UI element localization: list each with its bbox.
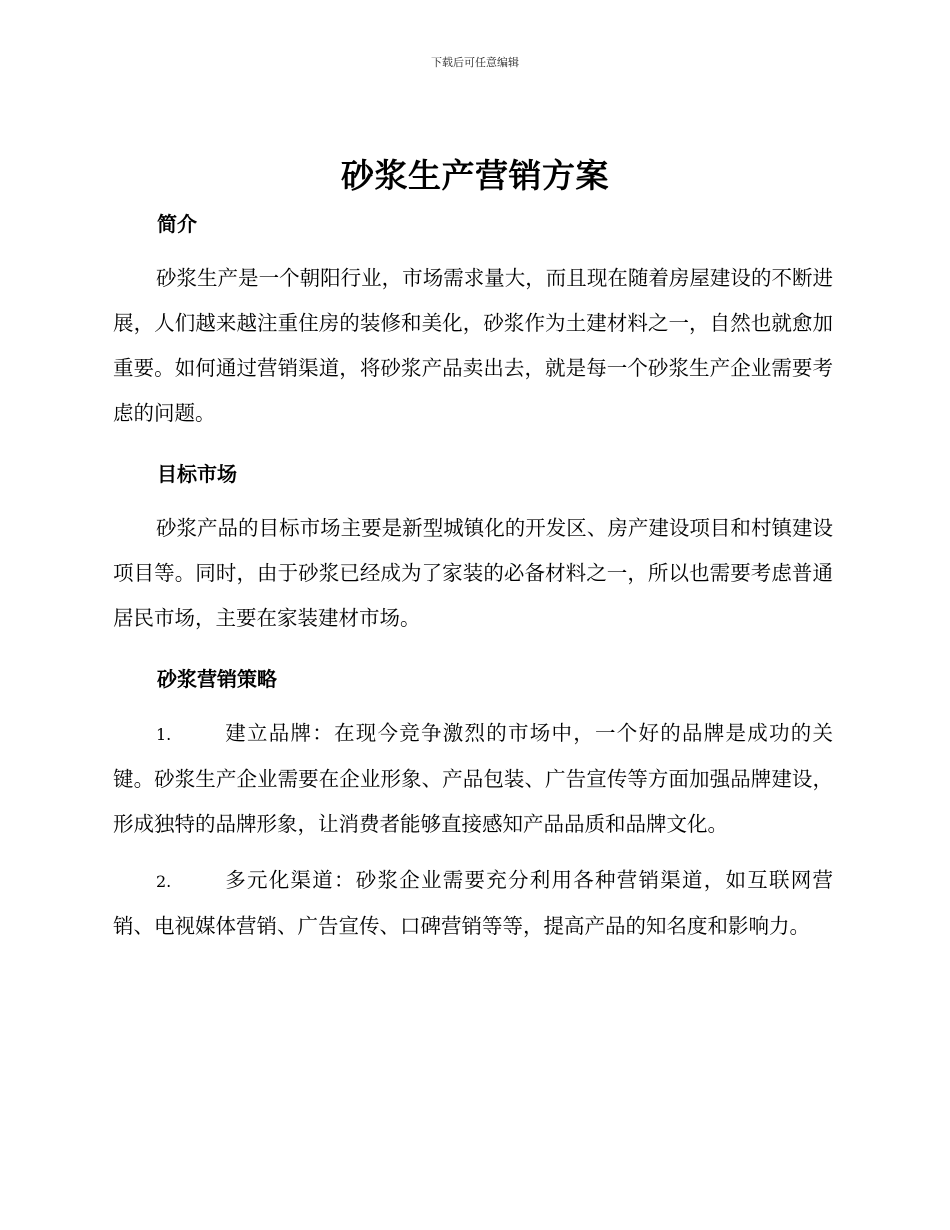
document-title: 砂浆生产营销方案 [341,156,609,195]
list-item [113,711,833,847]
list-item-text: 多元化渠道：砂浆企业需要充分利用各种营销渠道，如互联网营销、电视媒体营销、广告宣传、口碑营销等等，提高产品的知名度和影响力。 [113,868,833,938]
section-heading-intro: 简介 [157,212,197,236]
header-note: 下载后可任意编辑 [431,56,519,69]
paragraph-intro: 砂浆生产是一个朝阳行业，市场需求量大，而且现在随着房屋建设的不断进展，人们越来越注重住房的装修和美化，砂浆作为土建材料之一，自然也就愈加重要。如何通过营销渠道，将砂浆产品卖出去，就是每一个砂浆生产企业需要考虑的问题。 [113,266,833,425]
list-item-number: 2. [156,872,172,891]
list-item-text: 建立品牌：在现今竞争激烈的市场中，一个好的品牌是成功的关键。砂浆生产企业需要在企业形象、产品包装、广告宣传等方面加强品牌建设，形成独特的品牌形象，让消费者能够直接感知产品品质和品牌文化。 [113,721,833,836]
section-heading-strategy: 砂浆营销策略 [157,667,277,691]
list-item-number: 1. [156,725,172,744]
section-heading-target-market: 目标市场 [157,462,237,486]
paragraph-target-market: 砂浆产品的目标市场主要是新型城镇化的开发区、房产建设项目和村镇建设项目等。同时，由于砂浆已经成为了家装的必备材料之一，所以也需要考虑普通居民市场，主要在家装建材市场。 [113,516,833,630]
list-item [113,858,833,949]
